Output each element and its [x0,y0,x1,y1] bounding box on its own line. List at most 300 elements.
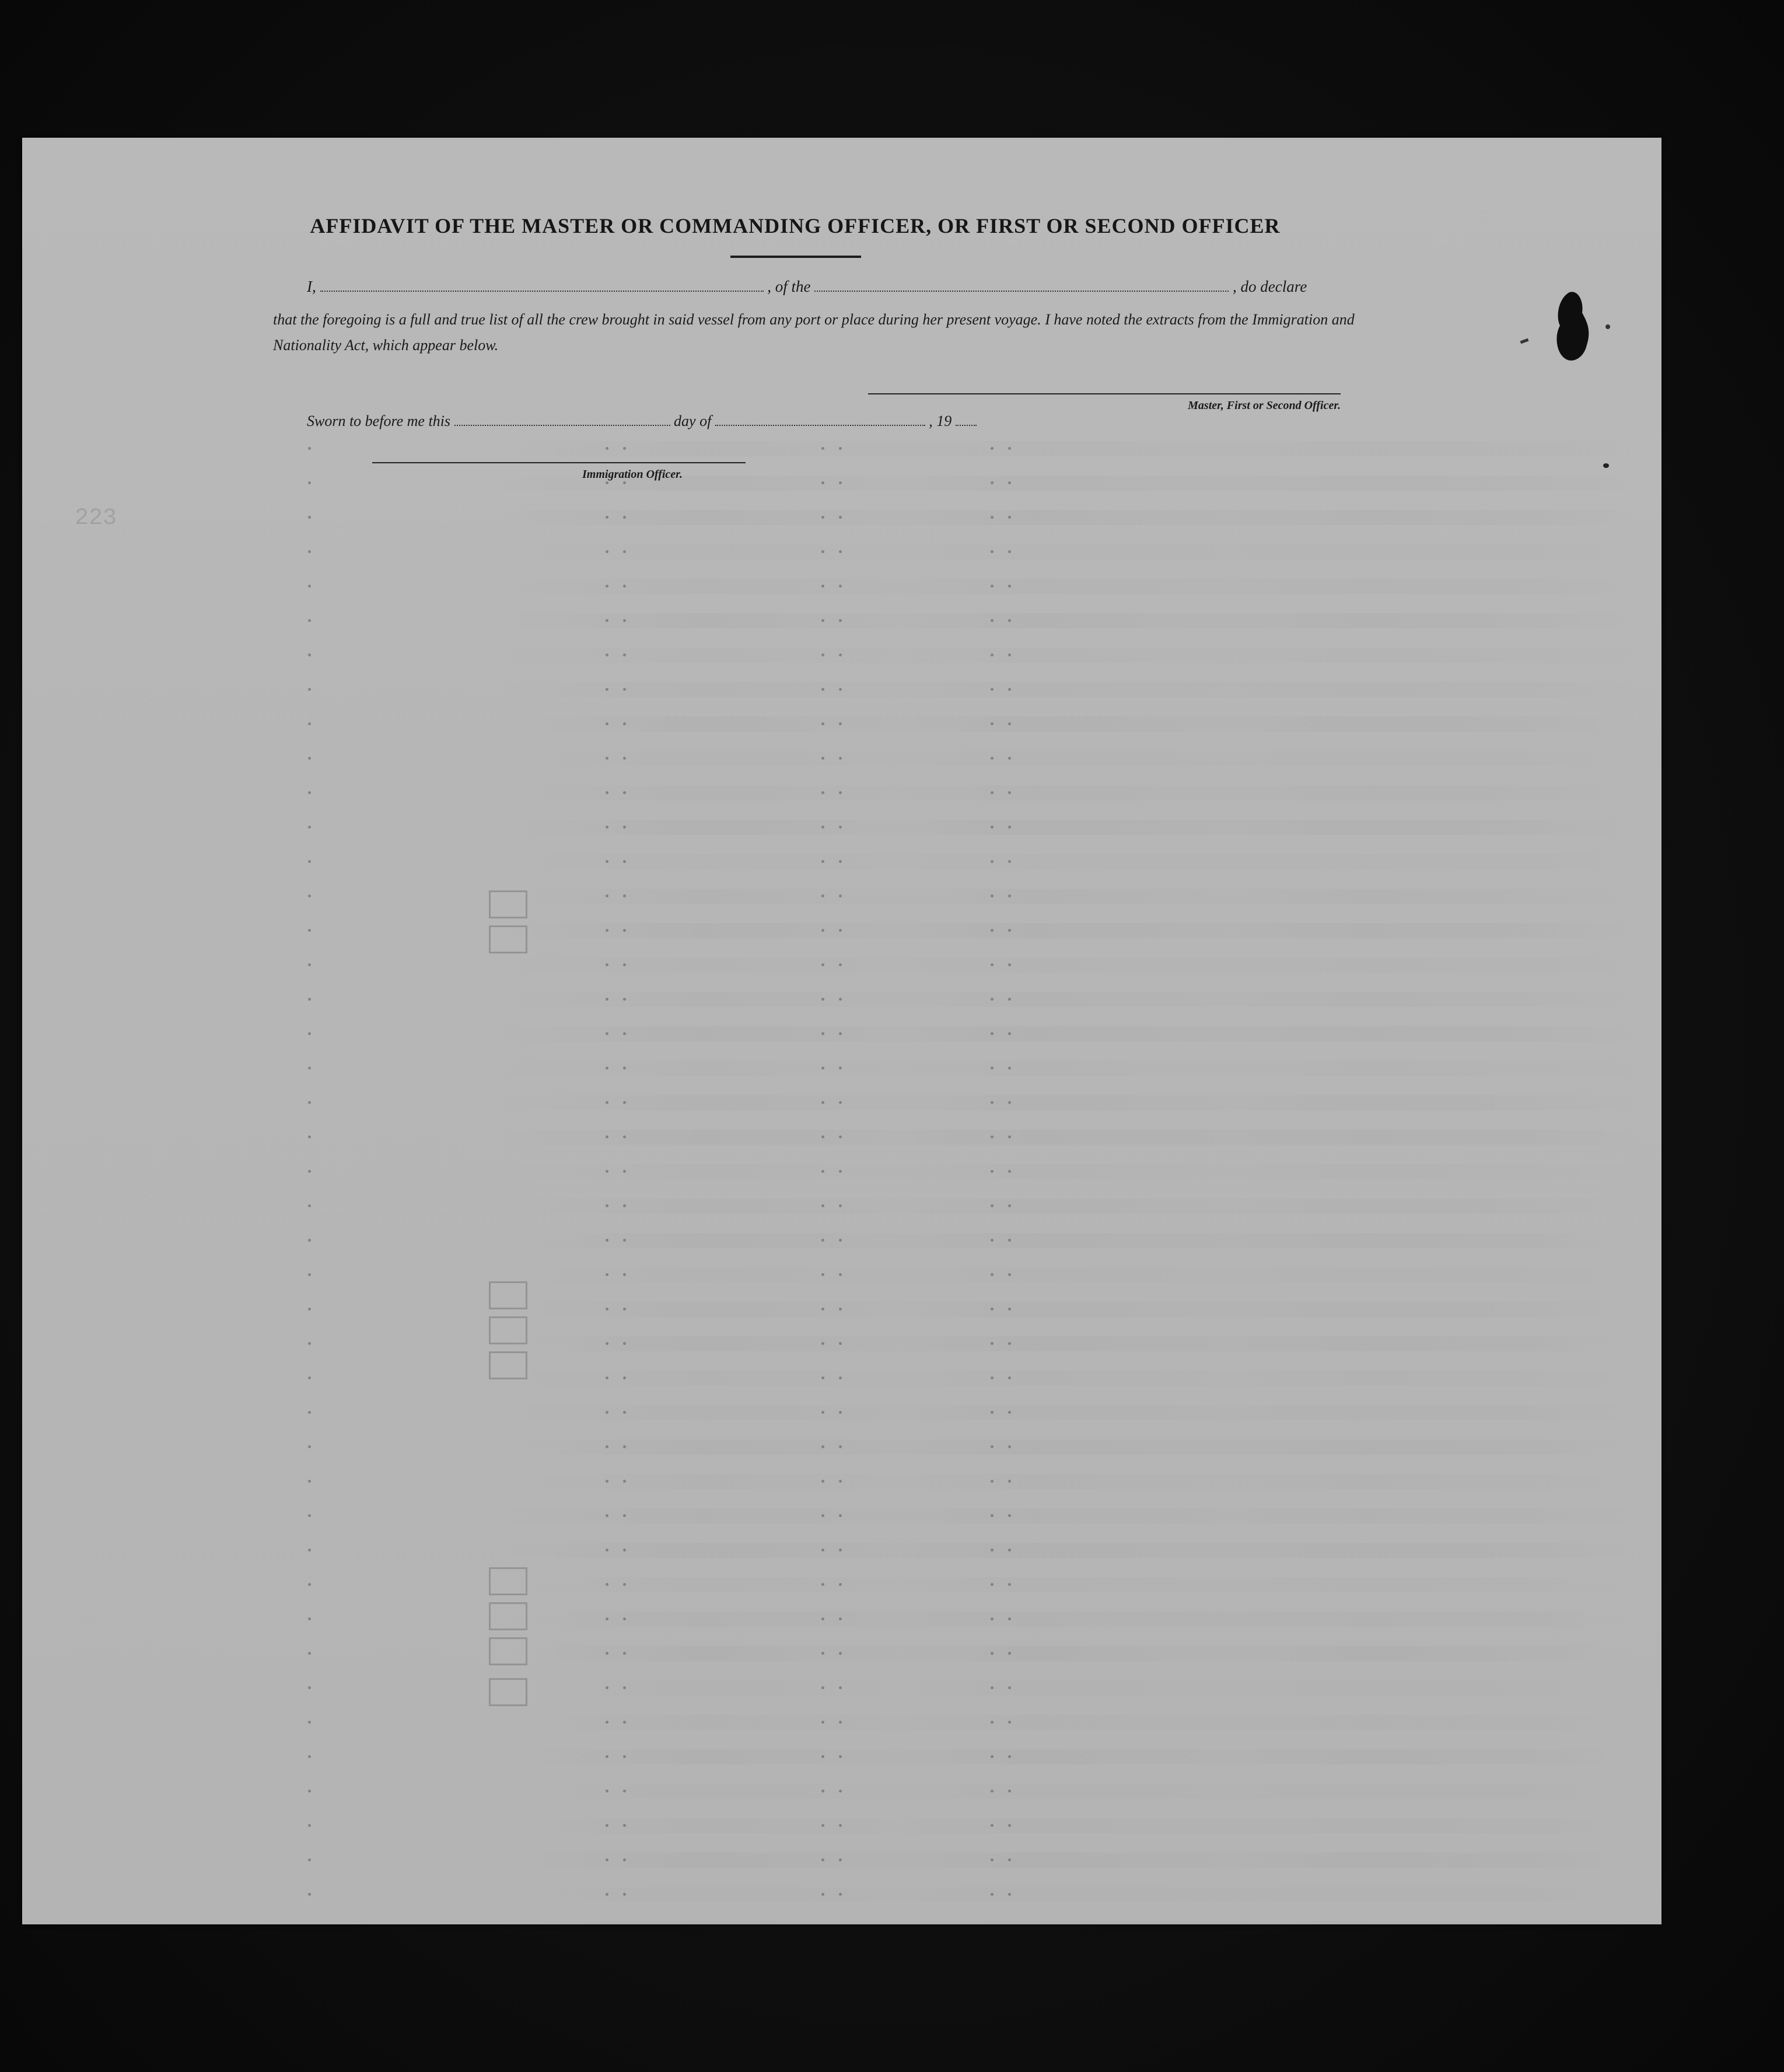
bleed-through-dot [991,585,994,588]
bleed-through-dot [1008,1204,1011,1207]
bleed-through-dot [991,688,994,691]
bleed-through-dot [606,619,608,622]
bleed-through-dot [308,1549,311,1552]
bleed-through-stamp [489,1602,527,1630]
bleed-through-dot [1008,1514,1011,1517]
bleed-through-dot [991,1170,994,1173]
bleed-through-dot [839,826,842,829]
bleed-through-row [302,854,1632,869]
sworn-day-of-label: day of [674,413,712,429]
bleed-through-stamp [489,925,527,953]
bleed-through-dot [991,1342,994,1345]
bleed-through-dot [623,1239,626,1242]
bleed-through-dot [1008,1686,1011,1689]
bleed-through-dot [308,1342,311,1345]
bleed-through-dot [991,1686,994,1689]
bleed-through-dot [821,619,824,622]
bleed-through-dot [821,688,824,691]
bleed-through-dot [839,895,842,897]
bleed-through-dot [821,1170,824,1173]
bleed-through-dot [839,1480,842,1483]
bleed-through-dot [839,1721,842,1724]
bleed-through-dot [308,688,311,691]
bleed-through-dot [623,1721,626,1724]
bleed-through-dot [606,1239,608,1242]
bleed-through-row [302,1405,1632,1420]
bleed-through-dot [606,998,608,1001]
bleed-through-dot [623,929,626,932]
bleed-through-dot [991,963,994,966]
bleed-through-dot [308,1583,311,1586]
bleed-through-dot [606,1067,608,1070]
bleed-through-row [302,1749,1632,1764]
bleed-through-dot [308,1858,311,1861]
bleed-through-dot [1008,757,1011,760]
bleed-through-dot [821,585,824,588]
bleed-through-dot [623,1514,626,1517]
bleed-through-row [302,1130,1632,1145]
bleed-through-row [302,1508,1632,1524]
bleed-through-row [302,717,1632,732]
bleed-through-stamp [489,1316,527,1344]
bleed-through-dot [606,585,608,588]
bleed-through-dot [991,1652,994,1655]
bleed-through-dot [839,1342,842,1345]
title-underline [730,256,861,258]
bleed-through-dot [308,1239,311,1242]
bleed-through-dot [1008,1376,1011,1379]
bleed-through-dot [991,654,994,656]
bleed-through-dot [1008,1617,1011,1620]
bleed-through-dot [1008,654,1011,656]
bleed-through-dot [623,722,626,725]
sworn-year-label: , 19 [929,413,952,429]
bleed-through-dot [1008,1755,1011,1758]
bleed-through-dot [839,1824,842,1827]
bleed-through-dot [991,895,994,897]
bleed-through-dot [1008,860,1011,863]
bleed-through-dot [1008,1858,1011,1861]
bleed-through-dot [1008,688,1011,691]
bleed-through-dot [606,1480,608,1483]
bleed-through-dot [606,1032,608,1035]
bleed-through-dot [1008,1480,1011,1483]
bleed-through-dot [839,1273,842,1276]
bleed-through-dot [991,1067,994,1070]
bleed-through-dot [623,757,626,760]
bleed-through-dot [839,1549,842,1552]
sworn-year-field[interactable] [956,412,977,426]
bleed-through-row [302,1164,1632,1179]
bleed-through-dot [623,1273,626,1276]
bleed-through-dot [308,1721,311,1724]
bleed-through-dot [606,1824,608,1827]
bleed-through-dot [821,791,824,794]
bleed-through-dot [606,1755,608,1758]
declaration-prefix: I, [307,278,316,295]
bleed-through-dot [991,1376,994,1379]
bleed-through-dot [308,550,311,553]
bleed-through-dot [623,619,626,622]
bleed-through-dot [623,1549,626,1552]
bleed-through-dot [308,1686,311,1689]
bleed-through-dot [991,1549,994,1552]
bleed-through-dot [991,1790,994,1793]
bleed-through-dot [991,757,994,760]
bleed-through-dot [991,1721,994,1724]
bleed-through-dot [308,1480,311,1483]
bleed-through-row [302,1887,1632,1902]
bleed-through-row [302,682,1632,697]
bleed-through-dot [821,1411,824,1414]
bleed-through-dot [308,654,311,656]
bleed-through-dot [308,1893,311,1896]
bleed-through-dot [606,1376,608,1379]
declarant-name-field[interactable] [320,278,764,292]
bleed-through-dot [308,1204,311,1207]
bleed-through-dot [1008,1101,1011,1104]
bleed-through-dot [821,1067,824,1070]
bleed-through-dot [606,1170,608,1173]
bleed-through-dot [1008,1170,1011,1173]
bleed-through-dot [606,1308,608,1311]
bleed-through-dot [821,1549,824,1552]
bleed-through-stamp [489,1281,527,1309]
bleed-through-dot [839,585,842,588]
bleed-through-dot [821,1204,824,1207]
bleed-through-stamp [489,1351,527,1379]
bleed-through-dot [623,1480,626,1483]
bleed-through-dot [821,757,824,760]
bleed-through-row [302,785,1632,801]
bleed-through-dot [991,791,994,794]
bleed-through-dot [991,1824,994,1827]
bleed-through-dot [623,1411,626,1414]
bleed-through-dot [821,1445,824,1448]
bleed-through-dot [821,1273,824,1276]
bleed-through-dot [308,1135,311,1138]
bleed-through-dot [839,1617,842,1620]
bleed-through-row [302,1784,1632,1799]
bleed-through-dot [839,1376,842,1379]
bleed-through-dot [606,929,608,932]
bleed-through-dot [606,791,608,794]
bleed-through-dot [991,929,994,932]
bleed-through-dot [308,826,311,829]
bleed-through-dot [1008,1549,1011,1552]
bleed-through-dot [606,688,608,691]
bleed-through-dot [821,550,824,553]
bleed-through-dot [606,1549,608,1552]
bleed-through-row [302,1267,1632,1283]
bleed-through-dot [991,1858,994,1861]
bleed-through-dot [308,585,311,588]
bleed-through-dot [606,722,608,725]
bleed-through-dot [606,1858,608,1861]
bleed-through-dot [839,1893,842,1896]
bleed-through-dot [308,1032,311,1035]
declaration-first-line [307,278,1307,296]
bleed-through-dot [606,1273,608,1276]
bleed-through-dot [623,791,626,794]
bleed-through-dot [606,1101,608,1104]
bleed-through-dot [623,1893,626,1896]
bleed-through-dot [821,1652,824,1655]
signature-line[interactable] [868,393,1341,394]
bleed-through-row [302,1474,1632,1489]
bleed-through-dot [839,654,842,656]
vessel-name-field[interactable] [814,278,1229,292]
bleed-through-dot [308,1790,311,1793]
bleed-through-dot [991,1101,994,1104]
bleed-through-dot [308,1445,311,1448]
bleed-through-stamp [489,1637,527,1665]
bleed-through-dot [991,1239,994,1242]
bleed-through-dot [308,722,311,725]
bleed-through-dot [623,1617,626,1620]
bleed-through-dot [821,1755,824,1758]
bleed-through-dot [991,1445,994,1448]
bleed-through-dot [1008,619,1011,622]
bleed-through-dot [839,1239,842,1242]
bleed-through-dot [308,998,311,1001]
bleed-through-dot [606,826,608,829]
bleed-through-dot [1008,1067,1011,1070]
bleed-through-dot [821,1101,824,1104]
bleed-through-dot [623,688,626,691]
bleed-through-dot [1008,1135,1011,1138]
bleed-through-dot [308,895,311,897]
bleed-through-dot [991,1583,994,1586]
bleed-through-dot [991,1308,994,1311]
bleed-through-dot [623,1204,626,1207]
bleed-through-dot [623,963,626,966]
affidavit-section [22,138,1661,546]
bleed-through-dot [821,1583,824,1586]
bleed-through-dot [839,619,842,622]
bleed-through-dot [308,1755,311,1758]
bleed-through-dot [821,1308,824,1311]
bleed-through-dot [839,1067,842,1070]
bleed-through-dot [623,1067,626,1070]
bleed-through-dot [839,1308,842,1311]
bleed-through-dot [839,963,842,966]
bleed-through-dot [1008,1273,1011,1276]
bleed-through-dot [1008,1583,1011,1586]
bleed-through-dot [1008,722,1011,725]
bleed-through-dot [1008,1411,1011,1414]
bleed-through-dot [991,550,994,553]
bleed-through-dot [623,1342,626,1345]
bleed-through-dot [991,826,994,829]
bleed-through-dot [821,929,824,932]
margin-ghost-number: 223 [75,505,117,532]
bleed-through-row [302,579,1632,594]
bleed-through-dot [623,1686,626,1689]
bleed-through-dot [606,895,608,897]
bleed-through-dot [991,860,994,863]
bleed-through-dot [1008,1790,1011,1793]
bleed-through-dot [623,1824,626,1827]
bleed-through-dot [606,963,608,966]
bleed-through-dot [991,619,994,622]
bleed-through-dot [839,1411,842,1414]
bleed-through-dot [623,826,626,829]
bleed-through-dot [821,1135,824,1138]
bleed-through-dot [839,1032,842,1035]
bleed-through-dot [821,895,824,897]
bleed-through-dot [821,1858,824,1861]
immigration-officer-signature-line[interactable] [372,462,746,463]
bleed-through-dot [308,963,311,966]
bleed-through-row [302,1853,1632,1868]
bleed-through-dot [623,1101,626,1104]
bleed-through-dot [623,1583,626,1586]
bleed-through-dot [1008,826,1011,829]
bleed-through-dot [308,1514,311,1517]
bleed-through-dot [991,1617,994,1620]
bleed-through-row [302,1543,1632,1558]
bleed-through-dot [991,998,994,1001]
bleed-through-dot [1008,1342,1011,1345]
affidavit-title: AFFIDAVIT OF THE MASTER OR COMMANDING OFFICER, OR FIRST OR SECOND OFFICER [310,214,1281,237]
bleed-through-dot [991,1514,994,1517]
declaration-body: that the foregoing is a full and true list of all the crew brought in said vessel from any port or place during her present voyage. I have noted the extracts from the Immigration and Nationality Act, which appear below. [273,311,1355,354]
bleed-through-dot [623,1445,626,1448]
bleed-through-dot [623,1170,626,1173]
bleed-through-dot [991,1273,994,1276]
bleed-through-row [302,544,1632,560]
sworn-prefix: Sworn to before me this [307,413,451,429]
bleed-through-dot [821,1721,824,1724]
bleed-through-dot [821,1239,824,1242]
bleed-through-dot [1008,895,1011,897]
bleed-through-row [302,751,1632,766]
bleed-through-dot [839,1445,842,1448]
bleed-through-dot [1008,998,1011,1001]
bleed-through-dot [308,619,311,622]
bleed-through-dot [821,1824,824,1827]
bleed-through-dot [606,1652,608,1655]
bleed-through-dot [991,1204,994,1207]
bleed-through-dot [1008,1445,1011,1448]
bleed-through-dot [839,1135,842,1138]
bleed-through-dot [839,1204,842,1207]
bleed-through-dot [606,1445,608,1448]
bleed-through-dot [839,1101,842,1104]
bleed-through-dot [821,860,824,863]
bleed-through-dot [606,1893,608,1896]
bleed-through-dot [308,1824,311,1827]
bleed-through-row [302,992,1632,1007]
bleed-through-dot [606,1617,608,1620]
bleed-through-dot [839,688,842,691]
bleed-through-dot [1008,585,1011,588]
bleed-through-dot [1008,1652,1011,1655]
bleed-through-dot [308,1273,311,1276]
bleed-through-dot [606,1790,608,1793]
bleed-through-dot [839,1514,842,1517]
bleed-through-dot [623,550,626,553]
bleed-through-row [302,1095,1632,1110]
bleed-through-dot [308,1170,311,1173]
bleed-through-dot [623,895,626,897]
bleed-through-dot [1008,1824,1011,1827]
declaration-suffix: , do declare [1233,278,1307,295]
bleed-through-dot [623,1652,626,1655]
bleed-through-dot [606,1342,608,1345]
bleed-through-dot [623,1858,626,1861]
bleed-through-dot [839,722,842,725]
sworn-statement [307,412,977,430]
bleed-through-stamp [489,890,527,918]
bleed-through-dot [821,654,824,656]
bleed-through-dot [606,1411,608,1414]
bleed-through-dot [839,1858,842,1861]
bleed-through-row [302,1026,1632,1042]
bleed-through-dot [991,1893,994,1896]
bleed-through-dot [839,1583,842,1586]
bleed-through-dot [1008,1239,1011,1242]
bleed-through-dot [308,1067,311,1070]
bleed-through-dot [308,791,311,794]
bleed-through-dot [623,1032,626,1035]
bleed-through-dot [839,757,842,760]
bleed-through-row [302,1715,1632,1730]
bleed-through-dot [308,757,311,760]
bleed-through-dot [606,550,608,553]
bleed-through-dot [606,1583,608,1586]
bleed-through-dot [991,1755,994,1758]
bleed-through-dot [606,757,608,760]
bleed-through-dot [821,1686,824,1689]
bleed-through-dot [308,1411,311,1414]
bleed-through-dot [821,1342,824,1345]
bleed-through-dot [821,1790,824,1793]
bleed-through-dot [839,860,842,863]
bleed-through-row [302,613,1632,628]
sworn-day-field[interactable] [454,412,670,426]
bleed-through-stamp [489,1567,527,1595]
bleed-through-dot [623,654,626,656]
bleed-through-dot [606,860,608,863]
bleed-through-row [302,820,1632,835]
bleed-through-dot [308,1652,311,1655]
bleed-through-dot [623,1755,626,1758]
bleed-through-dot [839,1755,842,1758]
bleed-through-row [302,958,1632,973]
bleed-through-dot [308,1101,311,1104]
bleed-through-dot [606,1514,608,1517]
bleed-through-dot [991,1135,994,1138]
bleed-through-stamp [489,1678,527,1706]
bleed-through-row [302,1061,1632,1076]
bleed-through-dot [991,1032,994,1035]
bleed-through-dot [308,1617,311,1620]
bleed-through-dot [623,1790,626,1793]
bleed-through-dot [308,1308,311,1311]
sworn-month-field[interactable] [715,412,925,426]
bleed-through-dot [606,654,608,656]
bleed-through-dot [623,585,626,588]
bleed-through-dot [821,1480,824,1483]
bleed-through-row [302,1439,1632,1455]
bleed-through-dot [623,860,626,863]
bleed-through-dot [623,998,626,1001]
bleed-through-dot [839,550,842,553]
bleed-through-dot [839,1686,842,1689]
bleed-through-dot [308,929,311,932]
